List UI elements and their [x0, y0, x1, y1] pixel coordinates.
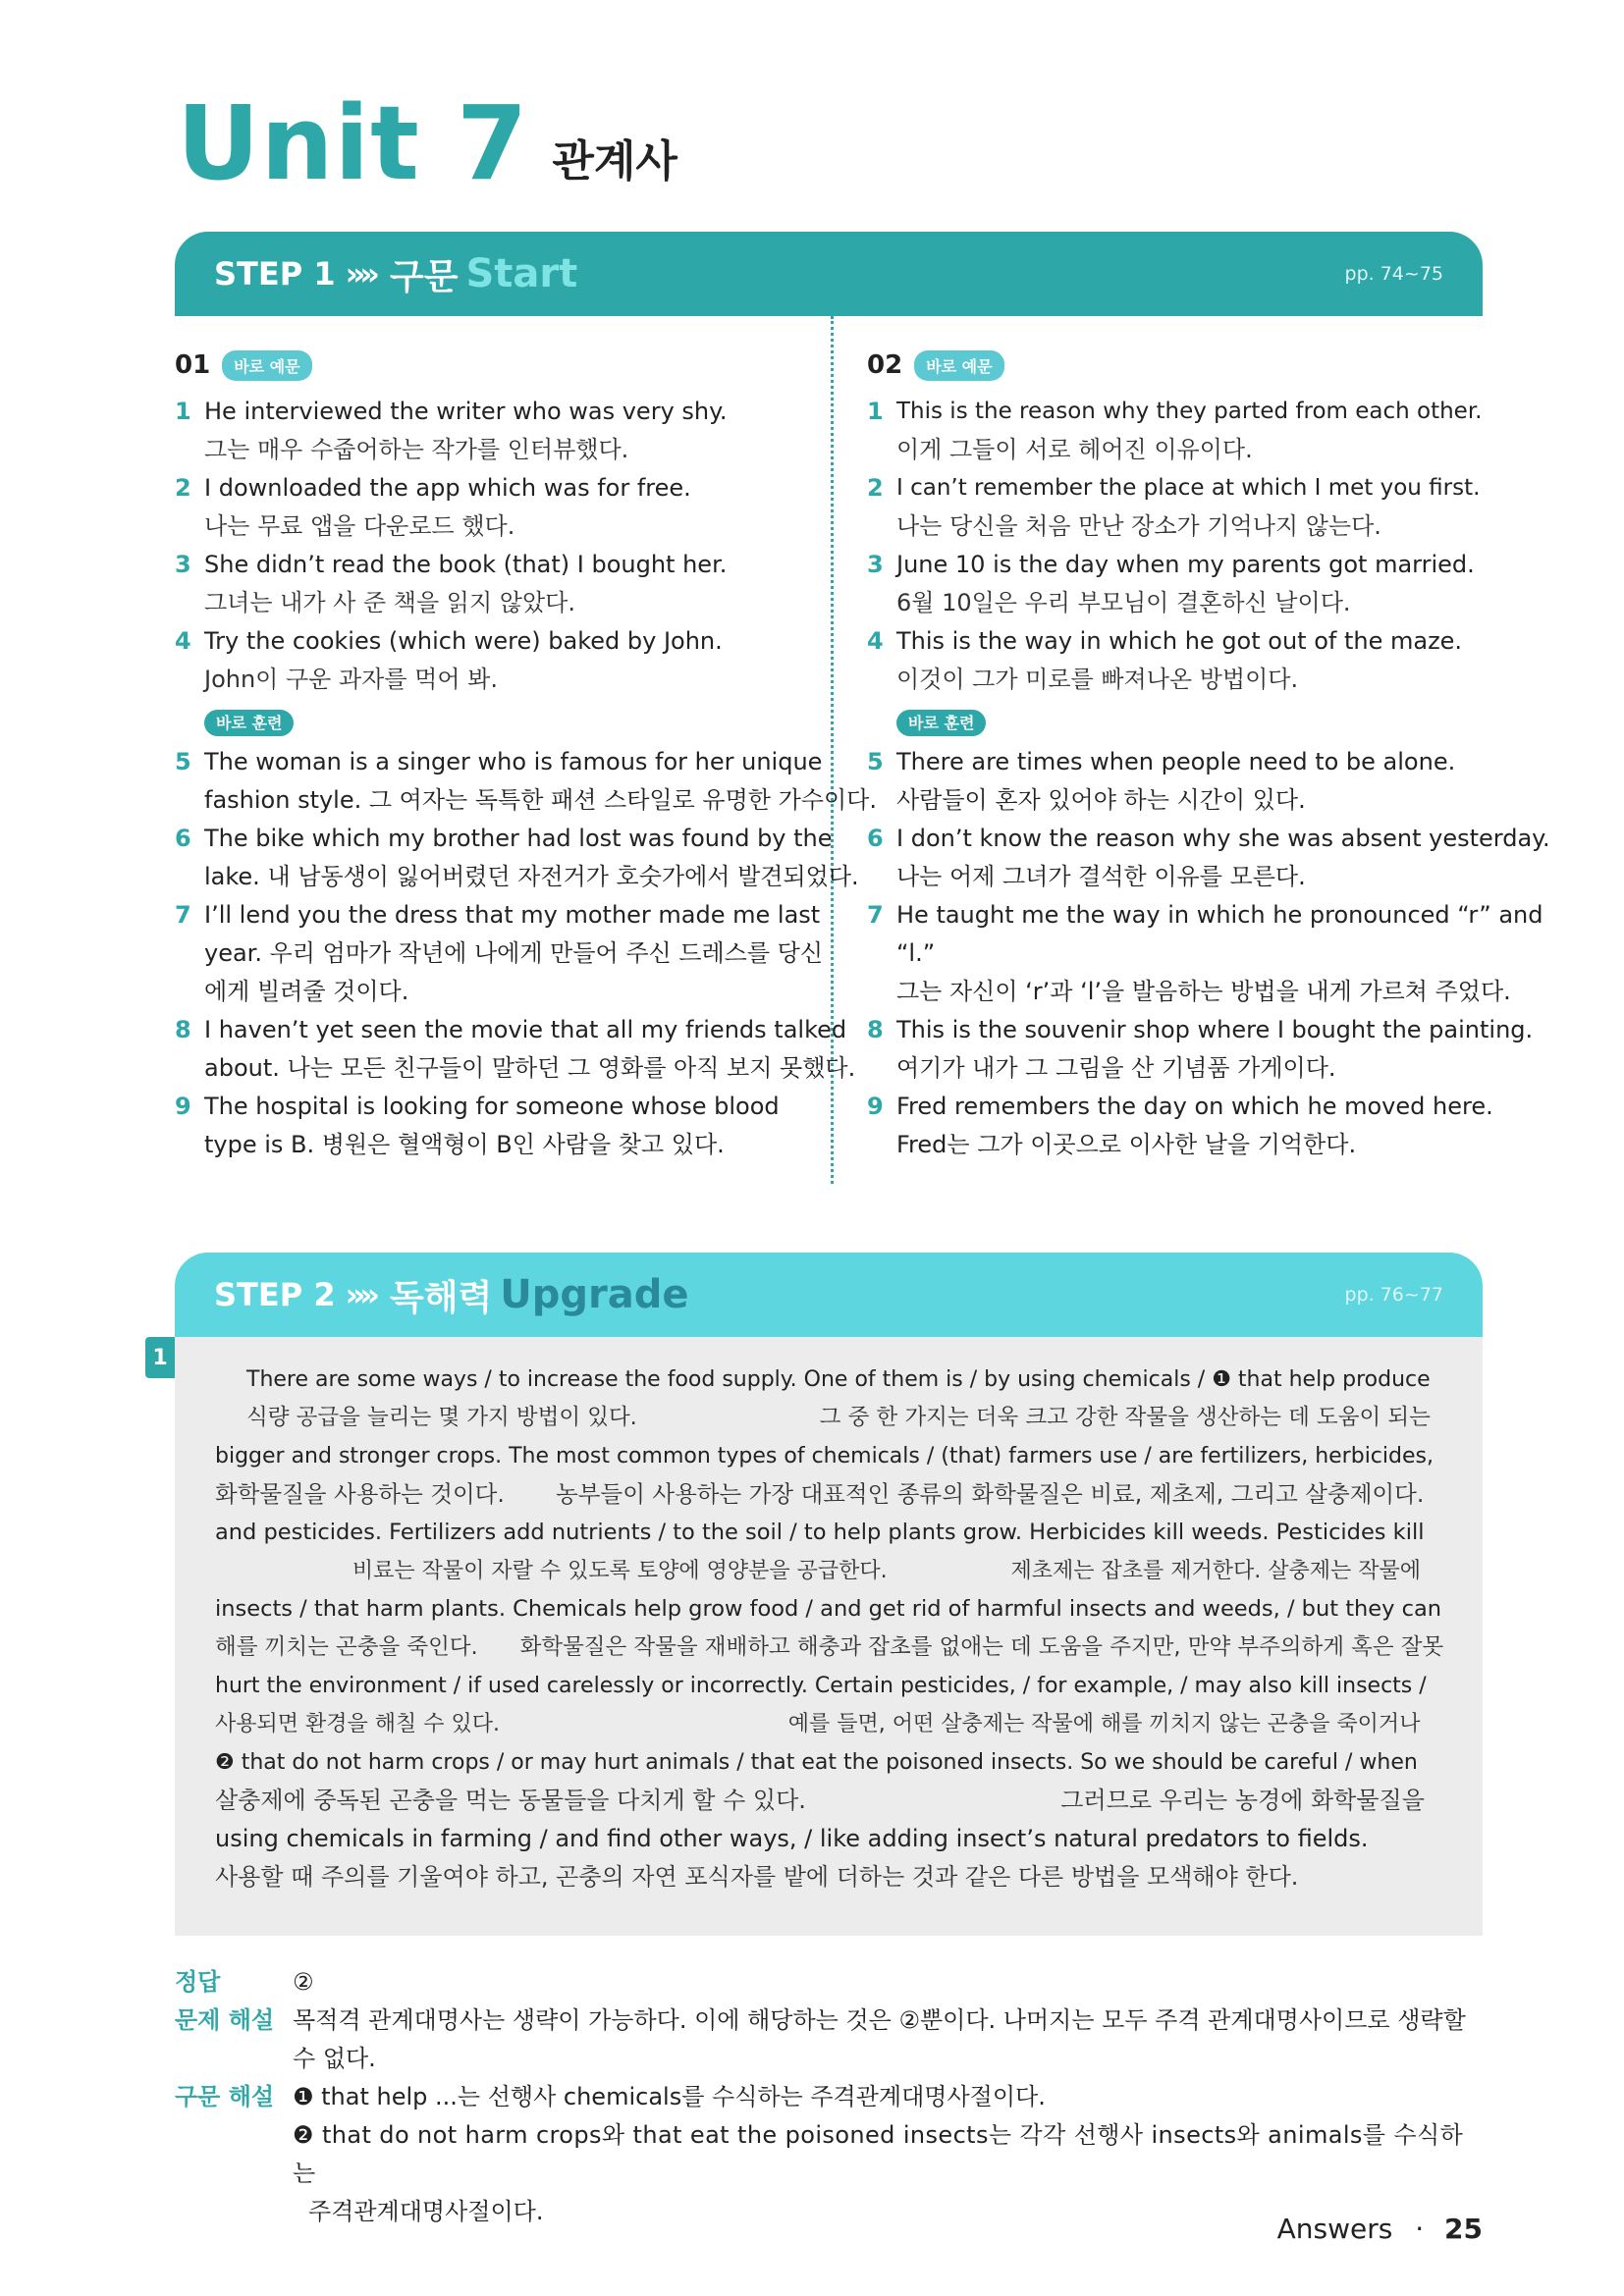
english-sentence: Try the cookies (which were) baked by John. — [204, 627, 723, 655]
step2-pages: pp. 76~77 — [1344, 1284, 1443, 1306]
korean-translation: 나는 당신을 처음 만난 장소가 기억나지 않는다. — [896, 512, 1381, 540]
page-footer — [1277, 2213, 1483, 2245]
item-number: 8 — [867, 1016, 884, 1043]
item-number: 9 — [867, 1093, 884, 1120]
training-item — [175, 896, 824, 1011]
training-line: about. 나는 모든 친구들이 말하던 그 영화를 아직 보지 못했다. — [204, 1054, 856, 1082]
passage-korean-line: 살충제에 중독된 곤충을 먹는 동물들을 다치게 할 수 있다. 그러므로 우리는 농경에 화학물질을 — [215, 1787, 1425, 1814]
passage-english-line: and pesticides. Fertilizers add nutrients / to the soil / to help plants grow. Herbicides kill weeds. Pesticides kill — [215, 1520, 1425, 1545]
item-number: 1 — [175, 398, 191, 425]
passage-lines — [215, 1361, 1444, 1896]
item-number: 5 — [175, 748, 191, 775]
example-item — [867, 469, 1491, 546]
english-sentence: I can’t remember the place at which I met you first. — [896, 475, 1481, 501]
passage-english-line: using chemicals in farming / and find other ways, / like adding insect’s natural predators to fields. — [215, 1825, 1369, 1852]
section-header — [175, 346, 799, 385]
syntax-note-2b: 주격관계대명사절이다. — [308, 2198, 544, 2225]
answer-label: 정답 — [175, 1968, 221, 1996]
passage-korean-line: 비료는 작물이 자랄 수 있도록 토양에 영양분을 공급한다. 제초제는 잡초를 제거한다. 살충제는 작물에 — [215, 1559, 1421, 1583]
training-item — [175, 743, 877, 820]
training-line: The woman is a singer who is famous for her unique — [204, 748, 823, 775]
training-line: I haven’t yet seen the movie that all my friends talked — [204, 1016, 847, 1043]
training-line: lake. 내 남동생이 잃어버렸던 자전거가 호숫가에서 발견되었다. — [204, 863, 859, 890]
syntax-note-2a: ❷ that do not harm crops와 that eat the poisoned insects는 각각 선행사 insects와 animals를 수식하는 — [293, 2121, 1464, 2187]
training-item — [867, 1088, 1491, 1164]
step2-arrows-icon: »» — [345, 1276, 374, 1313]
training-line: Fred remembers the day on which he moved here. — [896, 1093, 1493, 1120]
training-line: type is B. 병원은 혈액형이 B인 사람을 찾고 있다. — [204, 1131, 725, 1158]
training-line: “l.” — [896, 939, 936, 967]
example-item — [867, 393, 1491, 469]
training-line: This is the souvenir shop where I bought the painting. — [896, 1016, 1534, 1043]
explain-value: 목적격 관계대명사는 생략이 가능하다. 이에 해당하는 것은 ②뿐이다. 나머지는 모두 주격 관계대명사이므로 생략할 수 없다. — [293, 2006, 1466, 2072]
passage-number-badge: 1 — [145, 1337, 175, 1378]
item-number: 6 — [867, 825, 884, 852]
step1-label: STEP 1 — [214, 255, 336, 293]
section-02 — [867, 346, 1550, 1164]
step1-pages: pp. 74~75 — [1344, 263, 1443, 285]
answer-value: ② — [293, 1968, 314, 1996]
reading-passage — [175, 1337, 1483, 1936]
english-sentence: He interviewed the writer who was very shy. — [204, 398, 728, 425]
unit-title — [177, 77, 677, 203]
korean-translation: 6월 10일은 우리 부모님이 결혼하신 날이다. — [896, 589, 1351, 616]
step2-title-en: Upgrade — [500, 1272, 689, 1317]
step1-arrows-icon: »» — [345, 255, 374, 293]
item-number: 2 — [867, 474, 884, 502]
korean-translation: 이것이 그가 미로를 빠져나온 방법이다. — [896, 666, 1299, 693]
training-list — [175, 743, 877, 1164]
item-number: 3 — [175, 551, 191, 578]
training-line: Fred는 그가 이곳으로 이사한 날을 기억한다. — [896, 1131, 1357, 1158]
page-number: 25 — [1444, 2213, 1483, 2245]
passage-korean-line: 사용되면 환경을 해칠 수 있다. 예를 들면, 어떤 살충제는 작물에 해를 끼치지 않는 곤충을 죽이거나 — [215, 1712, 1421, 1736]
example-tag: 바로 예문 — [222, 350, 311, 381]
training-line: year. 우리 엄마가 작년에 나에게 만들어 주신 드레스를 당신 — [204, 939, 824, 967]
training-item — [175, 1088, 799, 1164]
item-number: 2 — [175, 474, 191, 502]
explain-label: 문제 해설 — [175, 2006, 275, 2034]
training-line: 사람들이 혼자 있어야 하는 시간이 있다. — [896, 786, 1306, 814]
unit-number: Unit 7 — [177, 83, 529, 203]
item-number: 6 — [175, 825, 191, 852]
passage-english-line: There are some ways / to increase the food supply. One of them is / by using chemicals / ❶ that help produce — [246, 1367, 1431, 1392]
answer-section — [175, 1963, 1483, 2231]
training-item — [175, 1011, 856, 1088]
example-item — [175, 546, 799, 622]
item-number: 5 — [867, 748, 884, 775]
item-number: 9 — [175, 1093, 191, 1120]
training-line: I don’t know the reason why she was absent yesterday. — [896, 825, 1550, 852]
training-list — [867, 743, 1550, 1164]
unit-subtitle: 관계사 — [552, 136, 677, 187]
example-list — [867, 393, 1491, 699]
syntax-note-1: ❶ that help ...는 선행사 chemicals를 수식하는 주격관계대명사절이다. — [293, 2083, 1046, 2110]
example-item — [175, 469, 799, 546]
training-line: 에게 빌려줄 것이다. — [204, 978, 409, 1005]
training-line: There are times when people need to be alone. — [896, 748, 1456, 775]
passage-korean-line: 해를 끼치는 곤충을 죽인다. 화학물질은 작물을 재배하고 해충과 잡초를 없애는 데 도움을 주지만, 만약 부주의하게 혹은 잘못 — [215, 1634, 1444, 1660]
korean-translation: 그는 매우 수줍어하는 작가를 인터뷰했다. — [204, 436, 629, 463]
section-number: 02 — [867, 350, 903, 380]
training-item — [867, 743, 1491, 820]
training-item — [867, 1011, 1534, 1088]
passage-english-line: hurt the environment / if used carelessly or incorrectly. Certain pesticides, / for example, / may also kill insects / — [215, 1674, 1427, 1698]
step2-banner — [175, 1253, 1483, 1337]
item-number: 7 — [175, 901, 191, 929]
item-number: 4 — [867, 627, 884, 655]
step1-title-ko: 구문 — [389, 256, 459, 297]
english-sentence: This is the way in which he got out of the maze. — [896, 627, 1463, 655]
step2-title-ko: 독해력 — [389, 1277, 493, 1318]
english-sentence: She didn’t read the book (that) I bought her. — [204, 551, 728, 578]
training-line: The hospital is looking for someone whose blood — [204, 1093, 780, 1120]
training-tag: 바로 훈련 — [896, 710, 986, 736]
step2-label: STEP 2 — [214, 1276, 336, 1313]
training-line: The bike which my brother had lost was found by the — [204, 825, 833, 852]
training-line: fashion style. 그 여자는 독특한 패션 스타일로 유명한 가수이다. — [204, 786, 877, 814]
example-item — [867, 622, 1491, 699]
item-number: 7 — [867, 901, 884, 929]
korean-translation: 나는 무료 앱을 다운로드 했다. — [204, 512, 515, 540]
footer-dot: · — [1415, 2213, 1425, 2245]
example-item — [175, 393, 799, 469]
step1-title-en: Start — [465, 251, 578, 296]
training-line: 여기가 내가 그 그림을 산 기념품 가게이다. — [896, 1054, 1336, 1082]
english-sentence: June 10 is the day when my parents got married. — [896, 551, 1475, 578]
syntax-label: 구문 해설 — [175, 2083, 275, 2110]
passage-korean-line: 화학물질을 사용하는 것이다. 농부들이 사용하는 가장 대표적인 종류의 화학물질은 비료, 제초제, 그리고 살충제이다. — [215, 1480, 1425, 1508]
english-sentence: I downloaded the app which was for free. — [204, 474, 691, 502]
section-01 — [175, 346, 877, 1164]
training-item — [867, 820, 1550, 896]
korean-translation: John이 구운 과자를 먹어 봐. — [204, 666, 498, 693]
footer-label: Answers — [1276, 2213, 1393, 2245]
item-number: 8 — [175, 1016, 191, 1043]
training-item — [867, 896, 1543, 1011]
section-header — [867, 346, 1491, 385]
passage-korean-line: 사용할 때 주의를 기울여야 하고, 곤충의 자연 포식자를 밭에 더하는 것과 같은 다른 방법을 모색해야 한다. — [215, 1863, 1299, 1891]
example-item — [175, 622, 799, 699]
korean-translation: 이게 그들이 서로 헤어진 이유이다. — [896, 436, 1253, 463]
example-item — [867, 546, 1491, 622]
passage-english-line: bigger and stronger crops. The most common types of chemicals / (that) farmers use / are fertilizers, herbicides, — [215, 1444, 1434, 1468]
item-number: 4 — [175, 627, 191, 655]
passage-korean-line: 식량 공급을 늘리는 몇 가지 방법이 있다. 그 중 한 가지는 더욱 크고 강한 작물을 생산하는 데 도움이 되는 — [246, 1405, 1431, 1430]
passage-english-line: insects / that harm plants. Chemicals help grow food / and get rid of harmful insects and weeds, / but they can — [215, 1596, 1442, 1622]
item-number: 3 — [867, 551, 884, 578]
training-tag: 바로 훈련 — [204, 710, 294, 736]
training-line: I’ll lend you the dress that my mother made me last — [204, 901, 821, 929]
english-sentence: This is the reason why they parted from each other. — [896, 399, 1483, 424]
example-tag: 바로 예문 — [914, 350, 1003, 381]
training-line: 그는 자신이 ‘r’과 ‘l’을 발음하는 방법을 내게 가르쳐 주었다. — [896, 978, 1511, 1005]
training-line: He taught me the way in which he pronounced “r” and — [896, 901, 1543, 929]
item-number: 1 — [867, 398, 884, 425]
section-number: 01 — [175, 350, 211, 380]
example-list — [175, 393, 799, 699]
step1-banner — [175, 232, 1483, 316]
training-line: 나는 어제 그녀가 결석한 이유를 모른다. — [896, 863, 1306, 890]
korean-translation: 그녀는 내가 사 준 책을 읽지 않았다. — [204, 589, 575, 616]
passage-english-line: ❷ that do not harm crops / or may hurt animals / that eat the poisoned insects. So we should be careful / when — [215, 1750, 1418, 1775]
training-item — [175, 820, 859, 896]
